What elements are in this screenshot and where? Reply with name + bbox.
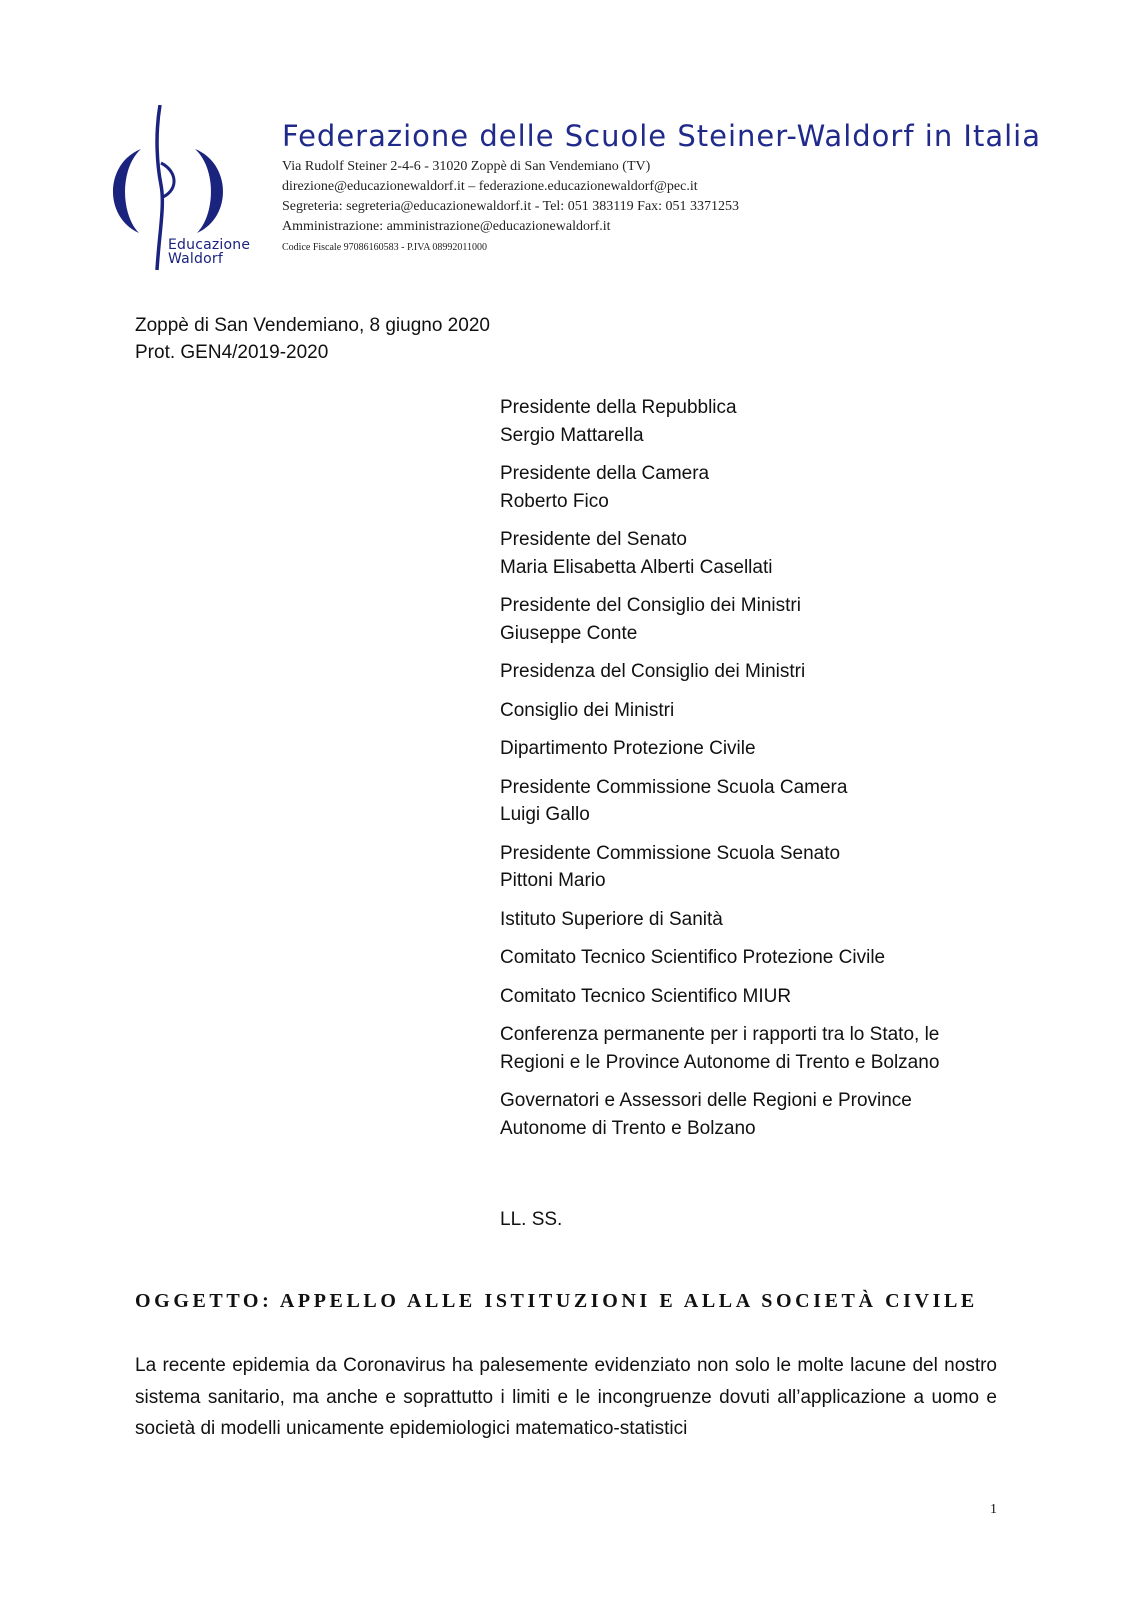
email-line: direzione@educazionewaldorf.it – federazione.educazionewaldorf@pec.it <box>282 179 698 194</box>
recipient-item <box>500 658 1020 686</box>
recipient-title: Presidente del Senato <box>500 529 687 550</box>
salutation: LL. SS. <box>500 1209 563 1230</box>
body-paragraph: La recente epidemia da Coronavirus ha palesemente evidenziato non solo le molte lacune del nostro sistema sanitario, ma anche e soprattutto i limiti e le incongruenze dovuti all’applicazione a uomo e società di modelli unicamente epidemiologici matematico-statistici <box>135 1355 997 1439</box>
recipient-title: Comitato Tecnico Scientifico Protezione Civile <box>500 947 886 968</box>
recipient-name: Pittoni Mario <box>500 870 606 891</box>
recipient-item <box>500 944 1020 972</box>
recipient-name: Roberto Fico <box>500 490 609 512</box>
recipient-name: Luigi Gallo <box>500 804 590 825</box>
logo-label <box>168 238 250 266</box>
recipient-item <box>500 735 1020 763</box>
recipient-item <box>500 592 1020 647</box>
date-block <box>135 312 490 366</box>
recipient-title: Governatori e Assessori delle Regioni e Province <box>500 1090 912 1111</box>
recipient-item <box>500 697 1020 725</box>
logo-label-line1: Educazione <box>168 237 251 253</box>
page-number: 1 <box>990 1502 997 1517</box>
recipient-title: Consiglio dei Ministri <box>500 699 675 721</box>
protocol-number: Prot. GEN4/2019-2020 <box>135 342 329 363</box>
recipient-item <box>500 1087 1020 1142</box>
tax-id-line: Codice Fiscale 97086160583 - P.IVA 08992011000 <box>282 242 487 253</box>
recipient-name: Giuseppe Conte <box>500 622 638 644</box>
org-title: Federazione delle Scuole Steiner-Waldorf in Italia <box>282 119 1041 153</box>
recipient-title: Presidenza del Consiglio dei Ministri <box>500 661 806 682</box>
recipient-title: Conferenza permanente per i rapporti tra lo Stato, le <box>500 1024 940 1045</box>
place-date: Zoppè di San Vendemiano, 8 giugno 2020 <box>135 315 490 336</box>
recipient-item <box>500 906 1020 934</box>
recipient-item <box>500 526 1020 581</box>
subject-line: OGGETTO: APPELLO ALLE ISTITUZIONI E ALLA SOCIETÀ CIVILE <box>135 1290 978 1312</box>
recipient-name: Autonome di Trento e Bolzano <box>500 1117 756 1139</box>
recipient-title: Presidente del Consiglio dei Ministri <box>500 595 801 616</box>
recipient-item <box>500 394 1020 449</box>
administration-line: Amministrazione: amministrazione@educazionewaldorf.it <box>282 219 611 234</box>
contact-block <box>282 157 739 259</box>
recipient-title: Presidente della Repubblica <box>500 397 737 418</box>
recipient-name: Regioni e le Province Autonome di Trento e Bolzano <box>500 1051 940 1073</box>
logo-label-line2: Waldorf <box>168 251 223 267</box>
recipient-list <box>500 394 1020 1153</box>
recipient-item <box>500 840 1020 895</box>
recipient-item <box>500 774 1020 829</box>
recipient-title: Comitato Tecnico Scientifico MIUR <box>500 985 792 1007</box>
recipient-name: Maria Elisabetta Alberti Casellati <box>500 556 773 578</box>
recipient-title: Dipartimento Protezione Civile <box>500 738 756 759</box>
recipient-title: Istituto Superiore di Sanità <box>500 908 723 930</box>
recipient-name: Sergio Mattarella <box>500 424 644 446</box>
recipient-item <box>500 983 1020 1011</box>
recipient-item <box>500 1021 1020 1076</box>
secretariat-line: Segreteria: segreteria@educazionewaldorf.it - Tel: 051 383119 Fax: 051 3371253 <box>282 199 740 214</box>
recipient-item <box>500 460 1020 515</box>
recipient-title: Presidente Commissione Scuola Camera <box>500 776 848 798</box>
recipient-title: Presidente Commissione Scuola Senato <box>500 842 841 864</box>
recipient-title: Presidente della Camera <box>500 463 710 484</box>
address-line: Via Rudolf Steiner 2-4-6 - 31020 Zoppè di San Vendemiano (TV) <box>282 159 651 174</box>
